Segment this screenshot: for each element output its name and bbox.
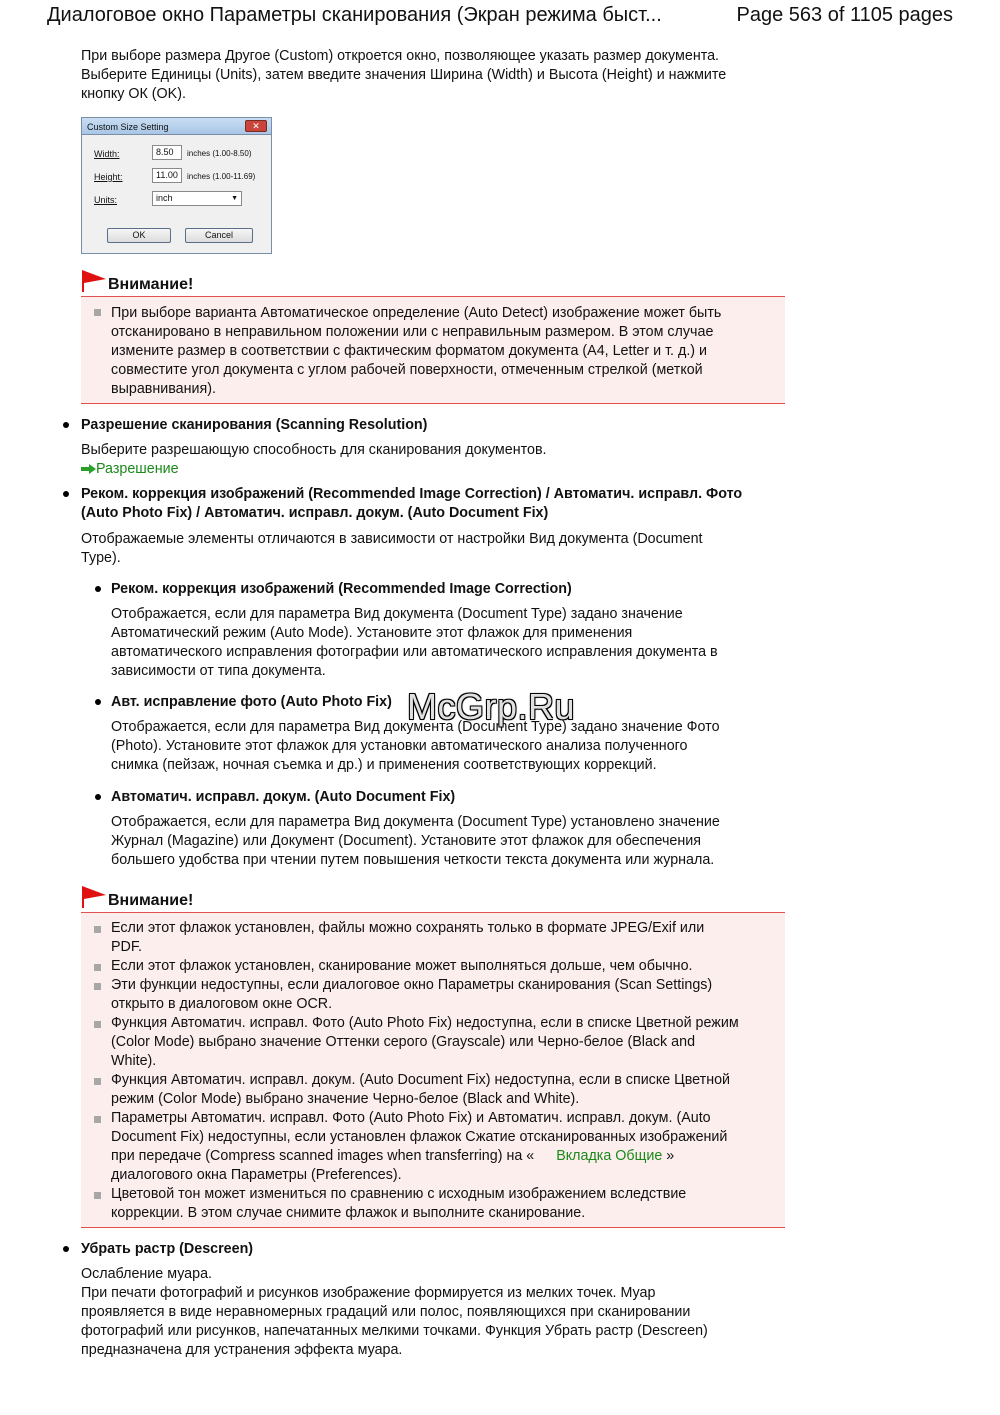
sub3-line: Отображается, если для параметра Вид документа (Document Type) установлено значение — [111, 814, 720, 830]
dialog-titlebar — [82, 118, 271, 135]
document-title: Диалоговое окно Параметры сканирования (Экран режима быст... — [47, 4, 662, 26]
page-header — [47, 2, 953, 28]
attention-item-line: Эти функции недоступны, если диалоговое окно Параметры сканирования (Scan Settings) — [111, 977, 713, 993]
bullet-dot-icon — [63, 422, 69, 428]
attention-box-1 — [81, 296, 785, 404]
bullet-square-icon — [94, 1192, 101, 1199]
intro-line-2: Выберите Единицы (Units), затем введите значения Ширина (Width) и Высота (Height) и нажмите — [81, 67, 727, 83]
width-label: Width: — [94, 149, 120, 159]
attention-item-line — [111, 1147, 771, 1166]
descreen-line: проявляется в виде неравномерных градаций или полос, появляющихся при сканировании — [81, 1304, 691, 1320]
units-value: inch — [156, 193, 173, 203]
correction-heading-line-1: Реком. коррекция изображений (Recommended Image Correction) / Автоматич. исправл. Фото — [81, 486, 743, 502]
sub3-line: большего удобства при чтении путем повышения четкости текста документа или журнала. — [111, 852, 715, 868]
chevron-down-icon: ▼ — [231, 195, 238, 202]
bullet-square-icon — [94, 1021, 101, 1028]
height-hint: inches (1.00-11.69) — [187, 172, 256, 181]
arrow-right-icon — [81, 464, 96, 474]
attention-text-line: измените размер в соответствии с фактическим форматом документа (A4, Letter и т. д.) и — [111, 343, 708, 359]
sub1-line: Автоматический режим (Auto Mode). Установите этот флажок для применения — [111, 625, 633, 641]
height-label: Height: — [94, 172, 123, 182]
attention-item-line: PDF. — [111, 939, 142, 955]
attention-item-line: White). — [111, 1053, 157, 1069]
bullet-square-icon — [94, 964, 101, 971]
attention-item-line: Document Fix) недоступны, если установлен флажок Сжатие отсканированных изображений — [111, 1129, 728, 1145]
general-tab-link[interactable]: Вкладка Общие — [556, 1148, 663, 1164]
attention-item-line: диалогового окна Параметры (Preferences). — [111, 1167, 402, 1183]
bullet-square-icon — [94, 1078, 101, 1085]
attention-text-line: отсканировано в неправильном положении или с неправильным размером. В этом случае — [111, 324, 714, 340]
sub2-heading: Авт. исправление фото (Auto Photo Fix) — [111, 694, 392, 710]
sub3-line: Журнал (Magazine) или Документ (Document). Установите этот флажок для обеспечения — [111, 833, 702, 849]
intro-line-1: При выборе размера Другое (Custom) откроется окно, позволяющее указать размер документа. — [81, 48, 720, 64]
attention-title: Внимание! — [108, 892, 194, 909]
bullet-dot-icon — [95, 794, 101, 800]
descreen-line: предназначена для устранения эффекта муара. — [81, 1342, 403, 1358]
attention-box-2 — [81, 912, 785, 1228]
width-hint: inches (1.00-8.50) — [187, 149, 252, 158]
descreen-line: При печати фотографий и рисунков изображение формируется из мелких точек. Муар — [81, 1285, 656, 1301]
sub3-heading: Автоматич. исправл. докум. (Auto Document Fix) — [111, 789, 456, 805]
sub2-line: Отображается, если для параметра Вид документа (Document Type) задано значение Фото — [111, 719, 720, 735]
descreen-line: фотографий или рисунков, напечатанных мелкими точками. Функция Убрать растр (Descreen) — [81, 1323, 708, 1339]
close-icon[interactable]: ✕ — [245, 120, 267, 132]
bullet-dot-icon — [95, 586, 101, 592]
bullet-square-icon — [94, 926, 101, 933]
bullet-dot-icon — [95, 699, 101, 705]
sub1-line: Отображается, если для параметра Вид документа (Document Type) задано значение — [111, 606, 683, 622]
bullet-square-icon — [94, 1116, 101, 1123]
attention-item-line: Цветовой тон может измениться по сравнению с исходным изображением вследствие — [111, 1186, 687, 1202]
bullet-square-icon — [94, 983, 101, 990]
resolution-heading: Разрешение сканирования (Scanning Resolution) — [81, 417, 428, 433]
intro-line-3: кнопку ОК (OK). — [81, 86, 186, 102]
attention-item-line: Если этот флажок установлен, файлы можно сохранять только в формате JPEG/Exif или — [111, 920, 705, 936]
sub1-heading: Реком. коррекция изображений (Recommended Image Correction) — [111, 581, 572, 597]
dialog-title: Custom Size Setting — [87, 122, 169, 132]
sub1-line: автоматического исправления фотографии или автоматического исправления документа в — [111, 644, 718, 660]
attention-item-line: Если этот флажок установлен, сканирование может выполняться дольше, чем обычно. — [111, 958, 693, 974]
height-input[interactable]: 11.00 — [152, 168, 182, 183]
sub1-line: зависимости от типа документа. — [111, 663, 326, 679]
correction-heading-line-2: (Auto Photo Fix) / Автоматич. исправл. докум. (Auto Document Fix) — [81, 505, 549, 521]
attention-text-line: совместите угол документа с углом рабочей поверхности, отмеченным стрелкой (меткой — [111, 362, 703, 378]
units-select[interactable] — [152, 191, 242, 206]
descreen-heading: Убрать растр (Descreen) — [81, 1241, 254, 1257]
bullet-dot-icon — [63, 1246, 69, 1252]
sub2-line: (Photo). Установите этот флажок для установки автоматического анализа полученного — [111, 738, 688, 754]
sub2-line: снимка (пейзаж, ночная съемка и др.) и применения соответствующих коррекций. — [111, 757, 657, 773]
red-flag-icon — [81, 270, 107, 292]
correction-text-line-2: Type). — [81, 550, 121, 566]
width-input[interactable]: 8.50 — [152, 145, 182, 160]
attention-item-text: при передаче (Compress scanned images when transferring) на « — [111, 1148, 535, 1164]
units-label: Units: — [94, 195, 118, 205]
ok-button[interactable]: OK — [107, 228, 171, 243]
watermark: McGrp.Ru — [407, 686, 576, 727]
attention-title: Внимание! — [108, 276, 194, 293]
attention-item-line: режим (Color Mode) выбрано значение Черно-белое (Black and White). — [111, 1091, 580, 1107]
attention-item-line: (Color Mode) выбрано значение Оттенки серого (Grayscale) или Черно-белое (Black and — [111, 1034, 696, 1050]
attention-item-line: открыто в диалоговом окне OCR. — [111, 996, 333, 1012]
attention-item-text: » — [666, 1148, 675, 1164]
page-counter: Page 563 of 1105 pages — [736, 4, 953, 26]
red-flag-icon — [81, 886, 107, 908]
attention-item-line: Функция Автоматич. исправл. докум. (Auto Document Fix) недоступна, если в списке Цветной — [111, 1072, 731, 1088]
bullet-dot-icon — [63, 491, 69, 497]
attention-text-line: выравнивания). — [111, 381, 216, 397]
resolution-link-text[interactable]: Разрешение — [96, 461, 179, 477]
bullet-square-icon — [94, 309, 101, 316]
attention-item-line: Функция Автоматич. исправл. Фото (Auto Photo Fix) недоступна, если в списке Цветной режим — [111, 1015, 739, 1031]
attention-item-line: Параметры Автоматич. исправл. Фото (Auto Photo Fix) и Автоматич. исправл. докум. (Auto — [111, 1110, 711, 1126]
resolution-text: Выберите разрешающую способность для сканирования документов. — [81, 442, 547, 458]
attention-item-line: коррекции. В этом случае снимите флажок и выполните сканирование. — [111, 1205, 586, 1221]
cancel-button[interactable]: Cancel — [185, 228, 253, 243]
custom-size-dialog — [81, 117, 272, 254]
resolution-link[interactable] — [81, 460, 771, 479]
descreen-line: Ослабление муара. — [81, 1266, 213, 1282]
attention-text-line: При выборе варианта Автоматическое определение (Auto Detect) изображение может быть — [111, 305, 722, 321]
correction-text-line-1: Отображаемые элементы отличаются в зависимости от настройки Вид документа (Document — [81, 531, 703, 547]
